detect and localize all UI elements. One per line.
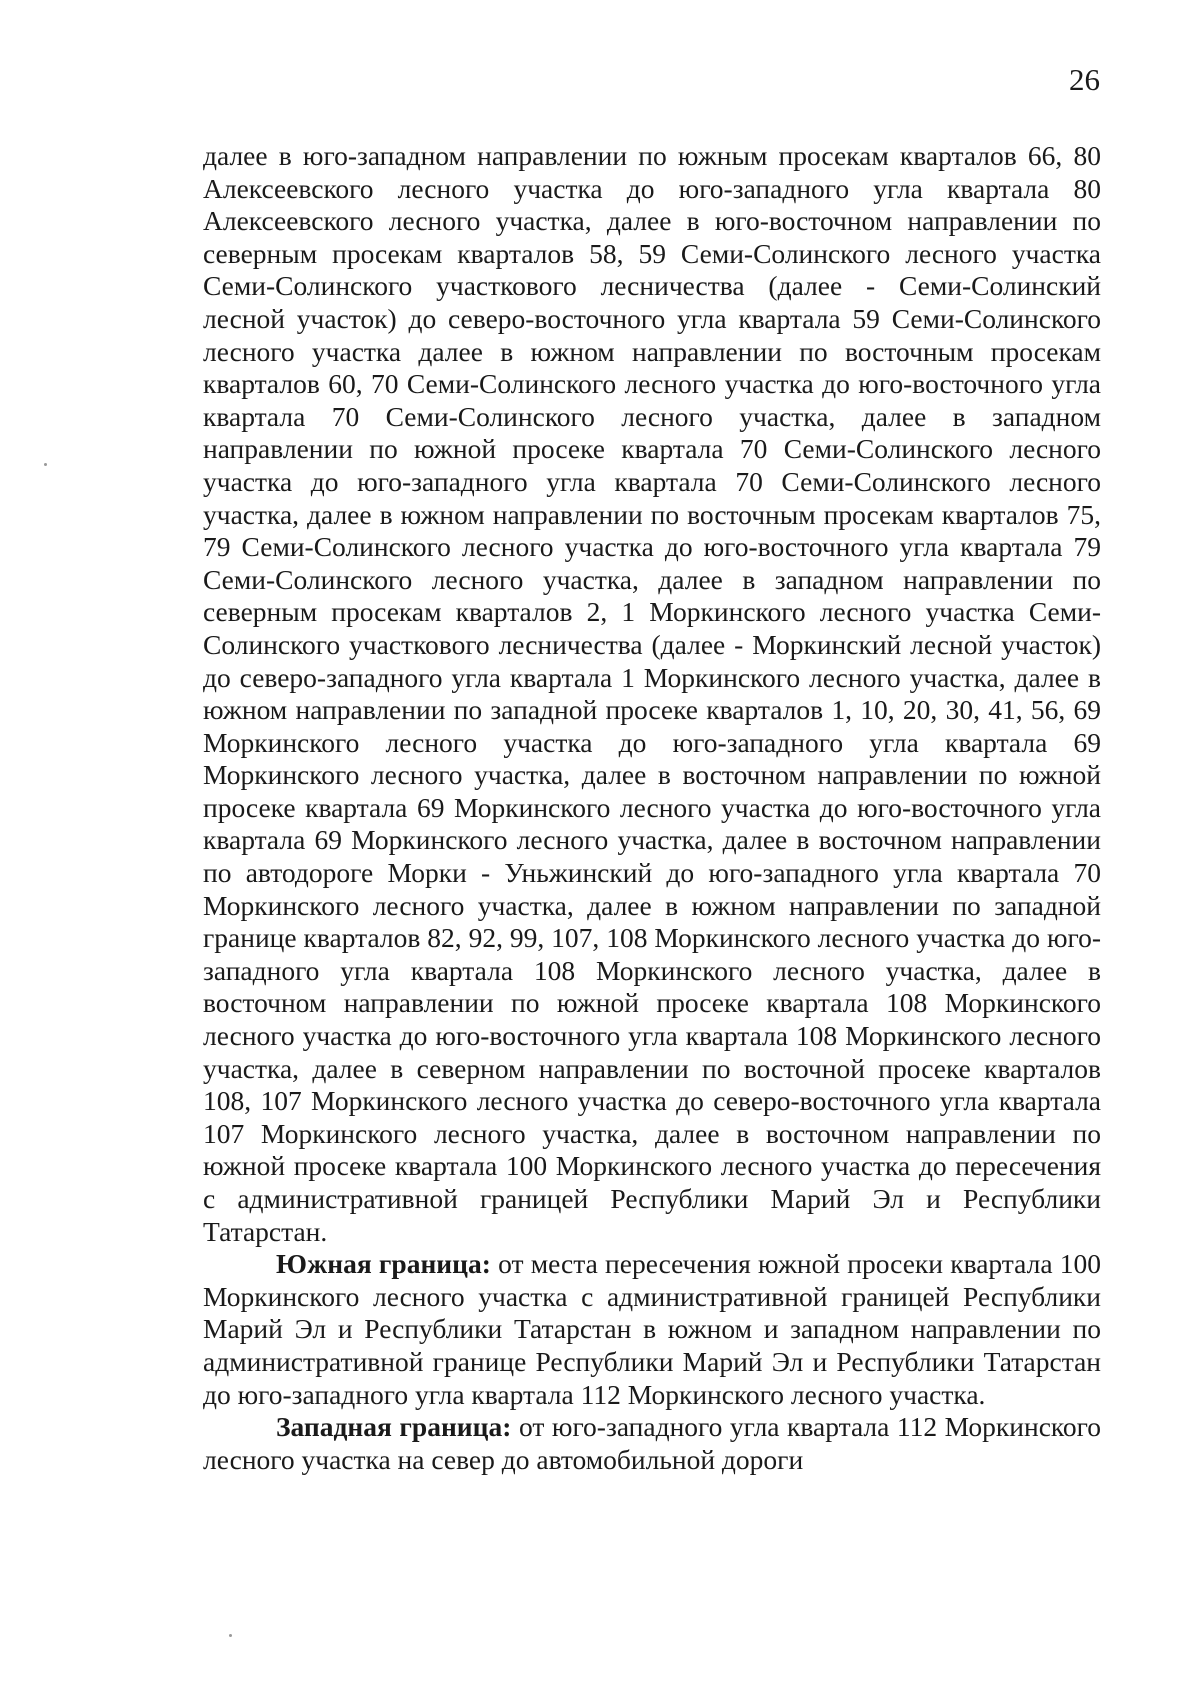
west-border-heading: Западная граница: [276,1411,512,1443]
scan-speck [44,463,47,466]
paragraph-south-border [203,1248,1101,1411]
paragraph-text: от юго-западного угла квартала 112 Моркинского лесного участка на север до автомобильной дороги [203,1411,1101,1475]
document-body [203,140,1101,1476]
page-number: 26 [1069,62,1100,97]
south-border-heading: Южная граница: [276,1248,491,1280]
scan-speck [229,1634,232,1637]
paragraph-text: от места пересечения южной просеки квартала 100 Моркинского лесного участка с административной границей Республики Марий Эл и Республики Татарстан в южном и западном направлении по административной границе Республики Марий Эл и Республики Татарстан до юго-западного угла квартала 112 Моркинского лесного участка. [203,1248,1102,1410]
paragraph-boundary-continuation [203,140,1101,1248]
paragraph-west-border [203,1411,1101,1476]
paragraph-text: далее в юго-западном направлении по южным просекам кварталов 66, 80 Алексеевского лесного участка до юго-западного угла квартала 80 Алексеевского лесного участка, далее в юго-восточном направлении по северным просекам кварталов 58, 59 Семи-Солинского лесного участка Семи-Солинского участкового лесничества (далее - Семи-Солинский лесной участок) до северо-восточного угла квартала 59 Семи-Солинского лесного участка далее в южном направлении по восточным просекам кварталов 60, 70 Семи-Солинского лесного участка до юго-восточного угла квартала 70 Семи-Солинского лесного участка, далее в западном направлении по южной просеке квартала 70 Семи-Солинского лесного участка до юго-западного угла квартала 70 Семи-Солинского лесного участка, далее в южном направлении по восточным просекам кварталов 75, 79 Семи-Солинского лесного участка до юго-восточного угла квартала 79 Семи-Солинского лесного участка, далее в западном направлении по северным просекам кварталов 2, 1 Моркинского лесного участка Семи-Солинского участкового лесничества (далее - Моркинский лесной участок) до северо-западного угла квартала 1 Моркинского лесного участка, далее в южном направлении по западной просеке кварталов 1, 10, 20, 30, 41, 56, 69 Моркинского лесного участка до юго-западного угла квартала 69 Моркинского лесного участка, далее в восточном направлении по южной просеке квартала 69 Моркинского лесного участка до юго-восточного угла квартала 69 Моркинского лесного участка, далее в восточном направлении по автодороге Морки - Уньжинский до юго-западного угла квартала 70 Моркинского лесного участка, далее в южном направлении по западной границе кварталов 82, 92, 99, 107, 108 Моркинского лесного участка до юго-западного угла квартала 108 Моркинского лесного участка, далее в восточном направлении по южной просеке квартала 108 Моркинского лесного участка до юго-восточного угла квартала 108 Моркинского лесного участка, далее в северном направлении по восточной просеке кварталов 108, 107 Моркинского лесного участка до северо-восточного угла квартала 107 Моркинского лесного участка, далее в восточном направлении по южной просеке квартала 100 Моркинского лесного участка до пересечения с административной границей Республики Марий Эл и Республики Татарстан. [203,140,1101,1247]
